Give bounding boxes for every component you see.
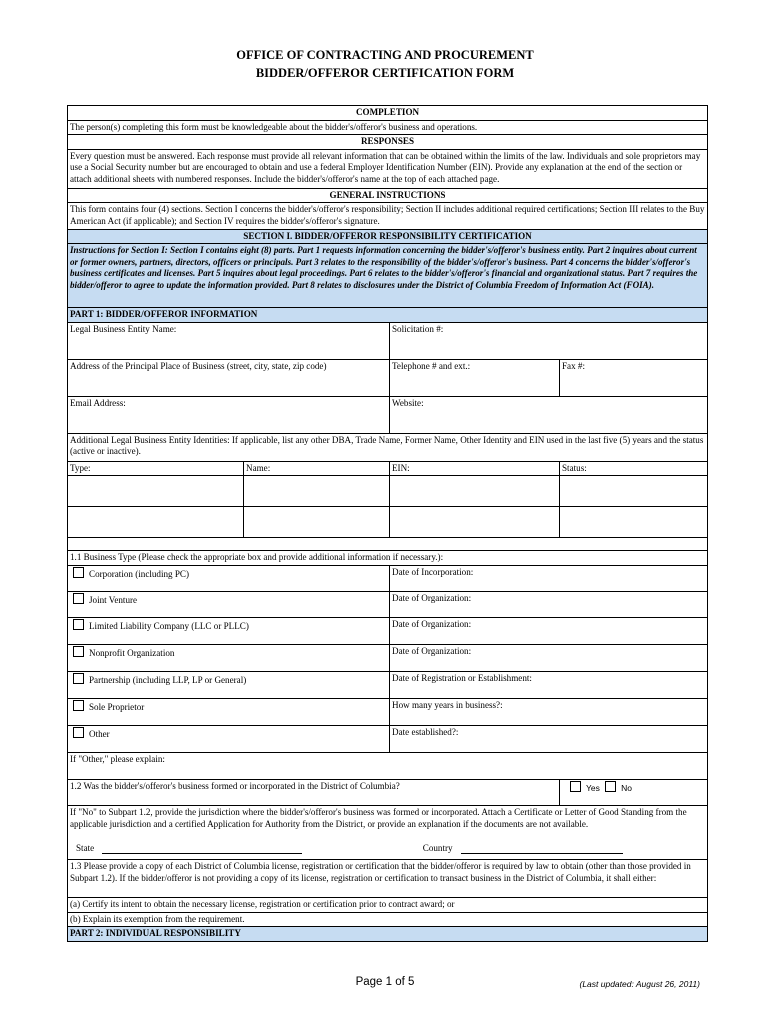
business-type-question: 1.1 Business Type (Please check the appropriate box and provide additional information if necessary.): — [68, 551, 708, 566]
identity-name-cell[interactable] — [244, 476, 390, 507]
business-type-option[interactable] — [68, 671, 390, 698]
business-type-option[interactable] — [68, 565, 390, 591]
state-label: State — [76, 842, 95, 853]
identity-type-cell[interactable] — [68, 507, 244, 538]
formed-in-dc-answer[interactable] — [560, 779, 708, 805]
solicitation-number-field[interactable]: Solicitation #: — [390, 322, 708, 359]
identity-ein-cell[interactable] — [390, 507, 560, 538]
jurisdiction-row — [68, 837, 708, 859]
business-type-date-field[interactable]: Date of Organization: — [390, 644, 708, 671]
business-type-date-field[interactable]: How many years in business?: — [390, 698, 708, 725]
state-input[interactable] — [102, 842, 302, 855]
identity-status-cell[interactable] — [560, 507, 708, 538]
option-label: Corporation (including PC) — [89, 568, 190, 579]
last-updated: (Last updated: August 26, 2011) — [579, 979, 700, 989]
checkbox-icon[interactable] — [73, 567, 84, 578]
principal-address-field[interactable]: Address of the Principal Place of Business (street, city, state, zip code) — [68, 359, 390, 396]
checkbox-icon[interactable] — [73, 619, 84, 630]
country-input[interactable] — [461, 842, 623, 855]
identity-name-cell[interactable] — [244, 507, 390, 538]
form-title-office: OFFICE OF CONTRACTING AND PROCUREMENT — [236, 48, 534, 62]
business-type-date-field[interactable]: Date established?: — [390, 725, 708, 752]
business-type-option[interactable] — [68, 591, 390, 617]
general-instructions-text: This form contains four (4) sections. Section I concerns the bidder's/offeror's responsibility; Section II includes additional required certifications; Section III relates to the Buy American Act (if applicable); and Section IV requires the bidder's/offeror's signature. — [68, 203, 708, 229]
part1-heading: PART 1: BIDDER/OFFEROR INFORMATION — [68, 308, 708, 323]
completion-heading: COMPLETION — [68, 106, 708, 121]
checkbox-icon[interactable] — [605, 781, 616, 792]
col-name-header: Name: — [244, 461, 390, 476]
part2-heading: PART 2: INDIVIDUAL RESPONSIBILITY — [68, 927, 708, 942]
business-type-date-field[interactable]: Date of Incorporation: — [390, 565, 708, 591]
responses-heading: RESPONSES — [68, 135, 708, 150]
business-type-date-field[interactable]: Date of Organization: — [390, 617, 708, 644]
section1-heading: SECTION I. BIDDER/OFFEROR RESPONSIBILITY CERTIFICATION — [68, 229, 708, 244]
col-status-header: Status: — [560, 461, 708, 476]
business-type-date-field[interactable]: Date of Registration or Establishment: — [390, 671, 708, 698]
option-label: Partnership (including LLP, LP or General) — [89, 674, 247, 685]
page-number: Page 1 of 5 — [355, 976, 415, 988]
additional-identities-text: Additional Legal Business Entity Identities: If applicable, list any other DBA, Trade Name, Former Name, Other Identity and EIN used in the last five (5) years and the status (active or inactive). — [68, 433, 708, 461]
country-label: Country — [422, 842, 453, 853]
identity-ein-cell[interactable] — [390, 476, 560, 507]
fax-field[interactable]: Fax #: — [560, 359, 708, 396]
yes-label: Yes — [586, 782, 600, 793]
section1-instructions: Instructions for Section I: Section I contains eight (8) parts. Part 1 requests information concerning the bidder's/offeror's business entity. Part 2 inquires about current or former owners, partners, directors, officers or principals. Part 3 relates to the responsibility of the bidder's/offeror's business. Part 4 concerns the bidder's/offeror's business certificates and licenses. Part 5 inquires about legal proceedings. Part 6 relates to the bidder's/offeror's financial and organizational status. Part 7 requires the bidder/offeror to agree to update the information provided. Part 8 relates to disclosures under the District of Columbia Freedom of Information Act (FOIA). — [68, 244, 708, 308]
legal-business-name-field[interactable]: Legal Business Entity Name: — [68, 322, 390, 359]
general-instructions-heading: GENERAL INSTRUCTIONS — [68, 188, 708, 203]
option-label: Sole Proprietor — [89, 701, 145, 712]
option-label: Nonprofit Organization — [89, 647, 175, 658]
certification-form-table — [67, 105, 708, 942]
business-type-option[interactable] — [68, 617, 390, 644]
identity-status-cell[interactable] — [560, 476, 708, 507]
checkbox-icon[interactable] — [73, 673, 84, 684]
dc-license-option-a: (a) Certify its intent to obtain the necessary license, registration or certification prior to contract award; or — [68, 897, 708, 912]
option-label: Joint Venture — [89, 594, 138, 605]
checkbox-icon[interactable] — [73, 700, 84, 711]
dc-license-option-b: (b) Explain its exemption from the requirement. — [68, 912, 708, 927]
checkbox-icon[interactable] — [73, 727, 84, 738]
jurisdiction-instructions: If "No" to Subpart 1.2, provide the jurisdiction where the bidder's/offeror's business was formed or incorporated. Attach a Certificate or Letter of Good Standing from the applicable jurisdiction and a certified Application for Authority from the District, or provide an explanation if the documents are not available. — [68, 805, 708, 837]
completion-text: The person(s) completing this form must be knowledgeable about the bidder's/offeror's business and operations. — [68, 120, 708, 135]
responses-text: Every question must be answered. Each response must provide all relevant information that can be obtained within the limits of the law. Individuals and sole proprietors may use a Social Security number but are encouraged to obtain and use a federal Employer Identification Number (EIN). Provide any explanation at the end of the section or attach additional sheets with numbered responses. Include the bidder's/offeror's name at the top of each attached page. — [68, 149, 708, 188]
email-address-field[interactable]: Email Address: — [68, 396, 390, 433]
business-type-option[interactable] — [68, 698, 390, 725]
no-label: No — [621, 782, 633, 793]
website-field[interactable]: Website: — [390, 396, 708, 433]
dc-license-question: 1.3 Please provide a copy of each District of Columbia license, registration or certification that the bidder/offeror is required by law to obtain (other than those provided in Subpart 1.2). If the bidder/offeror is not providing a copy of its license, registration or certification to transact business in the District of Columbia, it shall either: — [68, 859, 708, 897]
option-label: Limited Liability Company (LLC or PLLC) — [89, 620, 249, 631]
business-type-option[interactable] — [68, 725, 390, 752]
checkbox-icon[interactable] — [73, 593, 84, 604]
checkbox-icon[interactable] — [73, 646, 84, 657]
identity-type-cell[interactable] — [68, 476, 244, 507]
col-type-header: Type: — [68, 461, 244, 476]
option-label: Other — [89, 728, 110, 739]
telephone-field[interactable]: Telephone # and ext.: — [390, 359, 560, 396]
form-title-certification: BIDDER/OFFEROR CERTIFICATION FORM — [255, 66, 515, 80]
checkbox-icon[interactable] — [570, 781, 581, 792]
col-ein-header: EIN: — [390, 461, 560, 476]
other-explain-field[interactable]: If "Other," please explain: — [68, 752, 708, 779]
business-type-date-field[interactable]: Date of Organization: — [390, 591, 708, 617]
business-type-option[interactable] — [68, 644, 390, 671]
formed-in-dc-question: 1.2 Was the bidder's/offeror's business formed or incorporated in the District of Columbia? — [68, 779, 560, 805]
